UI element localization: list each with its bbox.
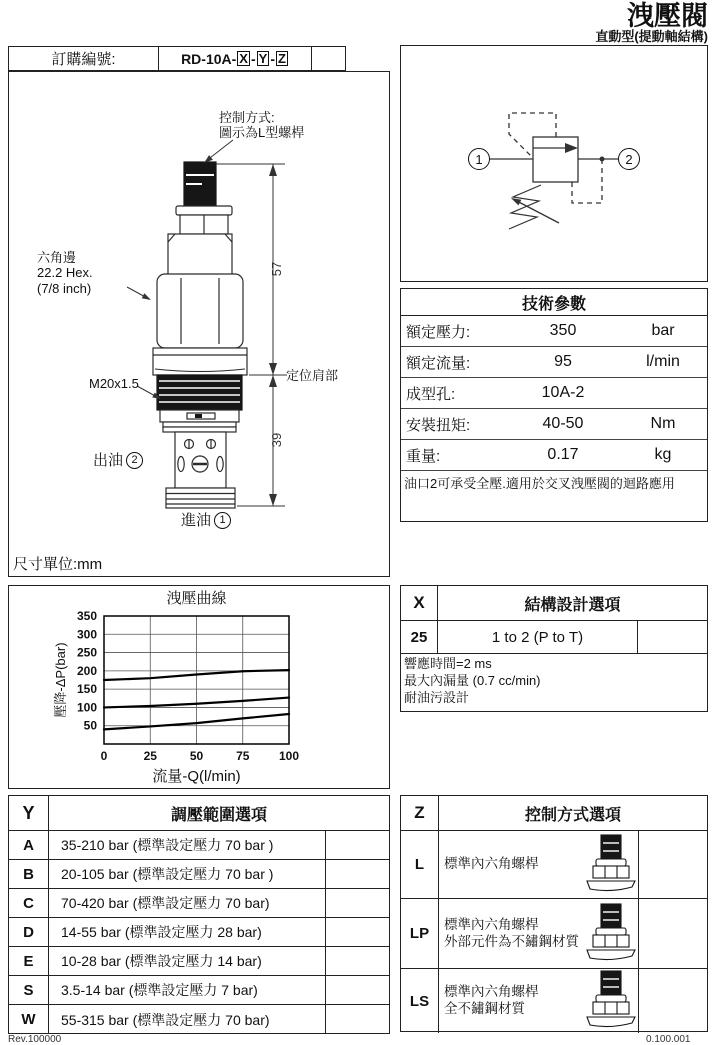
dim-57: 57	[269, 261, 284, 277]
param-row-cavity: 成型孔: 10A-2	[401, 378, 707, 409]
svg-text:200: 200	[76, 663, 97, 678]
pressure-range-row-s: S 3.5-14 bar (標準設定壓力 7 bar)	[9, 976, 389, 1005]
page-header	[595, 2, 708, 45]
empty-cell	[638, 621, 707, 653]
pressure-range-row-b: B 20-105 bar (標準設定壓力 70 bar )	[9, 860, 389, 889]
order-number-table	[8, 46, 346, 71]
adjust-screw-icon	[584, 970, 638, 1032]
pressure-range-title: 調壓範圍選項	[170, 806, 267, 824]
param-row-torque: 安裝扭矩: 40-50 Nm	[401, 409, 707, 440]
design-option-row: 25 1 to 2 (P to T)	[401, 621, 707, 654]
pressure-range-row-w: W 55-315 bar (標準設定壓力 70 bar)	[9, 1005, 389, 1034]
relief-curve-svg	[9, 586, 389, 788]
hex-size-note: 六角邊 22.2 Hex. (7/8 inch)	[37, 250, 93, 296]
empty-cell	[326, 1005, 389, 1034]
order-code-sep2: -	[270, 50, 275, 67]
empty-cell	[326, 976, 389, 1004]
svg-text:0: 0	[100, 749, 108, 763]
valve-drawing	[9, 72, 389, 576]
param-note: 油口2可承受全壓.適用於交叉洩壓閥的迴路應用	[404, 476, 675, 491]
adjust-screw-icon	[584, 903, 638, 965]
empty-cell	[326, 947, 389, 975]
port-1-circle: 1	[214, 512, 231, 529]
svg-text:75: 75	[236, 749, 250, 763]
control-option-row-ls: LS 標準內六角螺桿 全不鏽鋼材質	[401, 969, 707, 1033]
control-option-row-lp: LP 標準內六角螺桿 外部元件為不鏽鋼材質	[401, 899, 707, 969]
svg-text:250: 250	[76, 645, 97, 660]
clipped-footer-left: Rev.100000	[8, 1034, 62, 1045]
order-table-empty-cell	[312, 47, 345, 70]
order-code-x: X	[239, 51, 248, 66]
inlet-port-label: 進油 1	[181, 512, 231, 530]
empty-cell	[639, 969, 707, 1033]
tech-params-title: 技術參數	[401, 289, 707, 316]
page-subtitle: 直動型(提動軸結構)	[595, 29, 708, 45]
svg-text:25: 25	[143, 749, 157, 763]
adjust-screw-icon	[584, 834, 638, 896]
empty-cell	[326, 860, 389, 888]
hydraulic-symbol-panel	[400, 45, 708, 282]
pressure-range-row-e: E 10-28 bar (標準設定壓力 14 bar)	[9, 947, 389, 976]
relief-curve-chart	[8, 585, 390, 789]
clipped-footer-right: 0.100.001	[646, 1034, 691, 1045]
empty-cell	[639, 831, 707, 898]
page-title: 洩壓閥	[627, 1, 708, 31]
control-options-code: Z	[401, 796, 439, 830]
order-code-y: Y	[258, 51, 268, 66]
param-row-flow: 額定流量: 95 l/min	[401, 347, 707, 378]
design-options-header	[401, 586, 707, 621]
svg-text:壓降-ΔP(bar): 壓降-ΔP(bar)	[53, 642, 68, 718]
design-options-code: X	[401, 586, 438, 620]
svg-text:100: 100	[278, 749, 300, 763]
control-options-table	[400, 795, 708, 1032]
dimension-unit-note: 尺寸單位:mm	[13, 556, 103, 573]
dim-39: 39	[269, 432, 284, 448]
control-option-row-l: L 標準內六角螺桿	[401, 831, 707, 899]
control-options-title: 控制方式選項	[524, 806, 621, 824]
svg-text:100: 100	[76, 700, 97, 715]
symbol-port-2: 2	[618, 148, 640, 170]
svg-text:350: 350	[76, 609, 97, 623]
svg-text:50: 50	[83, 718, 97, 733]
svg-text:流量-Q(l/min): 流量-Q(l/min)	[152, 768, 241, 785]
order-number-label: 訂購編號:	[9, 47, 159, 70]
empty-cell	[326, 918, 389, 946]
svg-text:洩壓曲線: 洩壓曲線	[166, 590, 227, 607]
param-row-pressure: 額定壓力: 350 bar	[401, 316, 707, 347]
svg-text:150: 150	[76, 682, 97, 697]
symbol-port-1: 1	[468, 148, 490, 170]
control-options-header	[401, 796, 707, 831]
svg-text:50: 50	[189, 749, 204, 763]
control-type-note: 控制方式: 圖示為L型螺桿	[219, 110, 305, 141]
pressure-range-row-d: D 14-55 bar (標準設定壓力 28 bar)	[9, 918, 389, 947]
hydraulic-symbol	[401, 46, 707, 281]
order-code-z: Z	[277, 51, 286, 66]
tech-params-table	[400, 288, 708, 522]
outlet-port-label: 出油 2	[93, 452, 143, 470]
pressure-range-header	[9, 796, 389, 831]
locating-shoulder-label: 定位肩部	[286, 368, 339, 383]
empty-cell	[639, 899, 707, 968]
param-row-weight: 重量: 0.17 kg	[401, 440, 707, 471]
pressure-range-row-a: A 35-210 bar (標準設定壓力 70 bar )	[9, 831, 389, 860]
order-code-prefix: RD-10A-	[181, 50, 237, 67]
pressure-range-code: Y	[9, 796, 49, 830]
pressure-range-table	[8, 795, 390, 1034]
pressure-range-row-c: C 70-420 bar (標準設定壓力 70 bar)	[9, 889, 389, 918]
dimension-drawing-panel	[8, 71, 390, 577]
empty-cell	[326, 889, 389, 917]
port-2-circle: 2	[126, 452, 143, 469]
svg-text:300: 300	[76, 627, 97, 642]
order-code-sep1: -	[250, 50, 256, 67]
thread-spec-label: M20x1.5	[89, 376, 139, 391]
empty-cell	[326, 831, 389, 859]
order-number-code	[159, 47, 312, 70]
design-options-notes: 響應時間=2 ms 最大內漏量 (0.7 cc/min) 耐油污設計	[404, 656, 541, 705]
design-options-table	[400, 585, 708, 712]
design-options-title: 結構設計選項	[524, 596, 621, 614]
